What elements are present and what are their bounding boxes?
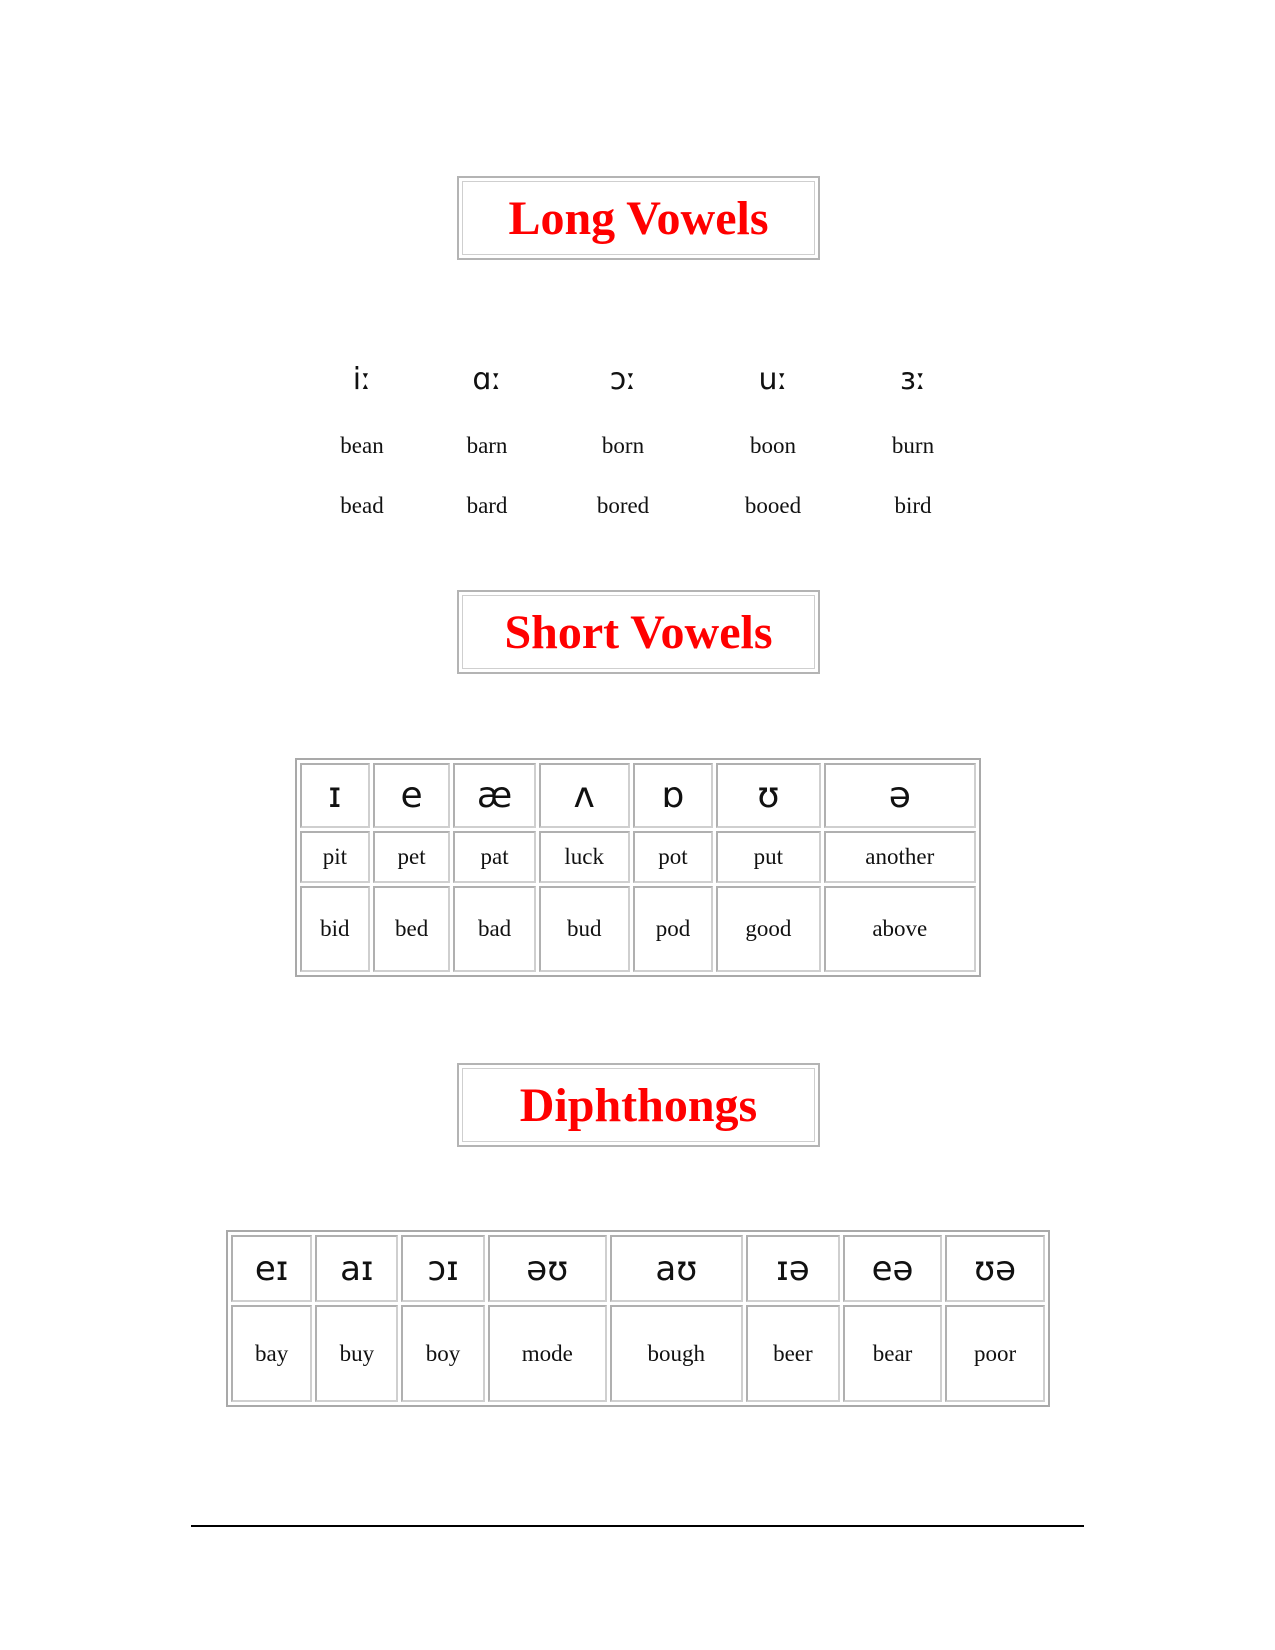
example-word: bid [300,886,370,972]
ipa-symbol: eə [843,1235,942,1302]
ipa-symbol: ʌ [539,763,630,828]
table-row [231,1305,1045,1402]
example-word: barn [466,433,508,458]
ipa-symbol: ə [824,763,976,828]
ipa-symbol: aɪ [315,1235,398,1302]
example-word: buy [315,1305,398,1402]
ipa-symbol: æ [453,763,535,828]
example-word: beer [746,1305,840,1402]
example-word: good [716,886,820,972]
diphthongs-table [226,1230,1050,1407]
ipa-symbol: eɪ [231,1235,312,1302]
example-word: bored [596,493,650,518]
example-word: pot [633,831,713,883]
example-word: bead [340,493,384,518]
example-word: put [716,831,820,883]
example-word: booed [744,493,802,518]
diphthongs-title-box [457,1063,820,1147]
example-word: bear [843,1305,942,1402]
ipa-symbol: e [373,763,451,828]
long-vowels-title: Long Vowels [508,191,769,245]
example-word: bay [231,1305,312,1402]
ipa-symbol: ɪ [300,763,370,828]
ipa-symbol: ɔɪ [401,1235,484,1302]
ipa-symbol: ɒ [633,763,713,828]
ipa-symbol: ʊ [716,763,820,828]
example-word: bean [340,433,384,458]
example-word: poor [945,1305,1045,1402]
example-word: boy [401,1305,484,1402]
example-word: luck [539,831,630,883]
example-word: another [824,831,976,883]
example-word: bud [539,886,630,972]
example-word: bed [373,886,451,972]
diphthongs-title: Diphthongs [519,1078,758,1132]
example-word: pod [633,886,713,972]
table-row [300,886,976,972]
ipa-symbol: əʊ [488,1235,607,1302]
table-row [300,831,976,883]
ipa-symbol: iː [352,362,372,397]
ipa-symbol: ɑː [472,362,502,397]
example-word: burn [891,433,935,458]
ipa-symbol: ʊə [945,1235,1045,1302]
ipa-symbol: aʊ [610,1235,743,1302]
short-vowels-title: Short Vowels [504,605,773,659]
example-word: mode [488,1305,607,1402]
example-word: bough [610,1305,743,1402]
ipa-symbol: ɔː [609,362,637,397]
short-vowels-title-box [457,590,820,674]
long-vowels-title-box [457,176,820,260]
ipa-symbol: uː [758,362,788,397]
table-row [300,763,976,828]
example-word: above [824,886,976,972]
example-word: pit [300,831,370,883]
example-word: pet [373,831,451,883]
example-word: bard [466,493,508,518]
table-row [231,1235,1045,1302]
example-word: boon [750,433,796,458]
ipa-symbol: ɜː [899,362,927,397]
example-word: born [601,433,645,458]
short-vowels-table [295,758,981,977]
example-word: bad [453,886,535,972]
example-word: bird [894,493,932,518]
example-word: pat [453,831,535,883]
ipa-symbol: ɪə [746,1235,840,1302]
footer-divider [191,1525,1084,1527]
